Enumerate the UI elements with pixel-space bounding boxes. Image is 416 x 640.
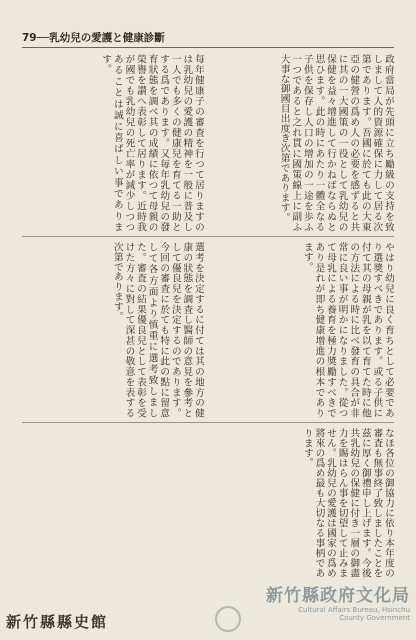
text-column-1: 政府當局が先頭に立ち勵級の支持を致しまして人的資源確保に力して居る次第であります。吾國に於ても此の大東亞の健營の爲め人の必要を感ずると共に其の一大國策の一役として乳幼兒の保健を益々增進して行かねばならぬと思ひます。此の時にあたり一體全なる子供を保存し人口の增加の一途を歩ふ一つであると之れ貫に國策線上に副ふ大事な御國目出度き次第であります。 [278, 54, 394, 232]
archive-watermark [266, 581, 410, 622]
column-divider [22, 236, 394, 237]
text-column-3: やはり幼兒に良く育ちとして必要であり選奬すべきであります。或る子供に付て其の母親が乳を以て育てた時に他の方法による時に比べ發育の具合が非常に良い事が明かになりました。從つて母乳による養育を極力奬勵すべきであり是れが即ち健康增進の根本であります。 [301, 242, 394, 418]
column-divider [22, 422, 394, 423]
archive-emblem-icon [215, 606, 241, 632]
text-column-2: 每年健康子の審査を行つて居りますのは乳幼兒の愛護の精神を一般に普及し一人でも多くの健康兒を育てる一助とする爲であります。又毎年乳幼兒の發育狀態を調べ其の成績に依つて母親の榮譽を讃へ表彰して居ります。近時我が國でも乳幼兒の死亡率が減少しつつあることは誠に喜ばしい事であります。 [100, 54, 204, 232]
page-number: 79 [22, 32, 37, 44]
header-rule [22, 47, 394, 48]
archive-name-en-1: Cultural Affairs Bureau, Hsinchu [298, 606, 410, 614]
page-header [22, 30, 165, 45]
library-stamp: 新竹縣縣史館 [6, 613, 109, 631]
running-title: ──乳幼兒の愛護と健康診斷 [36, 32, 165, 44]
archive-name-en-2: County Government [339, 614, 410, 622]
text-column-5: なほ各位の御協力に依り本年度の審査も無事終了致しましたことを茲に厚く御禮申し上げます。今後共乳幼兒の保健に付き一層の御盡力を賜はらん事を切望して止みません。乳幼兒の愛護は國家の爲め將來の爲め最も大切なる事柄であります。 [301, 428, 394, 578]
text-column-4: 選考を決定するに付ては其の地方の健康の狀態を調査し醫師の意見を參考として優良兒を決定するのであります。今回の審査に於ても特に此の點に留意して各方面より慎重に選考致しました。審査の結果優良兒として表彰を受けた方々に對して深甚の敬意を表する次第であります。 [111, 242, 204, 418]
archive-name: 新竹縣政府文化局 [266, 586, 410, 606]
